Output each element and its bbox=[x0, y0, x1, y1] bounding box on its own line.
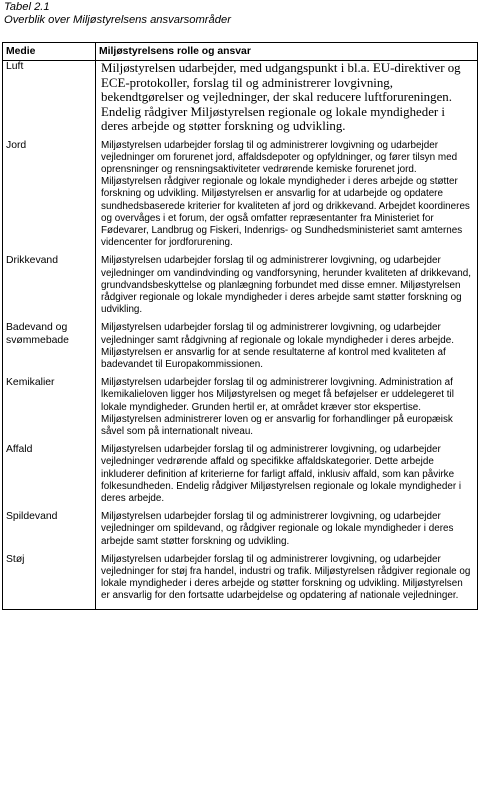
row-description: Miljøstyrelsen udarbejder forslag til og administrerer lovgivning og udarbejder vejledninger om forurenet jord, affaldsdepoter og opfyldninger, og fører tilsyn med oprensninger og rensningsaktiviteter vedrørende kemiske forurenet jord. Miljøstyrelsen rådgiver regionale og lokale myndigheder i deres arbejde og støtter forskning og udvikling. Miljøstyrelsen er ansvarlig for at udarbejde og opdatere sundhedsbaserede kriterier for kvaliteten af jord og drikkevand. Arbejdet koordineres og overvåges i et forum, der også omfatter repræsentanter fra Ministeriet for Fødevarer, Landbrug og Fiskeri, Indenrigs- og Sundhedsministeriet samt amternes videncenter for jordforurening. bbox=[101, 139, 470, 249]
table-row bbox=[3, 554, 478, 609]
row-medium: Kemikalier bbox=[3, 377, 96, 444]
table-row bbox=[3, 444, 478, 511]
row-medium: Jord bbox=[3, 140, 96, 256]
table-header-row bbox=[3, 43, 478, 61]
header-role: Miljøstyrelsens rolle og ansvar bbox=[96, 43, 478, 61]
row-medium: Spildevand bbox=[3, 511, 96, 554]
table-row bbox=[3, 255, 478, 322]
row-description: Miljøstyrelsen udarbejder forslag til og administrerer lovgivning, og udarbejder vejledninger om vandindvinding og vandforsyning, herunder kvaliteten af drikkevand, grundvandsbeskyttelse og planlægning forbundet med disse emner. Miljøstyrelsen rådgiver regionale og lokale myndigheder i deres arbejde samt støtter forskning og udvikling. bbox=[101, 255, 471, 316]
row-description: Miljøstyrelsen udarbejder forslag til og administrerer lovgivning, og udarbejder vejledninger for støj fra handel, industri og trafik. Miljøstyrelsen rådgiver regionale og lokale myndigheder i deres arbejde og støtter forskning og udvikling. Miljøstyrelsen er ansvarlig for den fortsatte udarbejdelse og opdatering af nationale vejledninger. bbox=[101, 553, 471, 602]
responsibility-table bbox=[2, 42, 478, 610]
table-title: Overblik over Miljøstyrelsens ansvarsområder bbox=[4, 14, 231, 26]
table-row bbox=[3, 511, 478, 554]
table-row bbox=[3, 140, 478, 256]
row-medium: Luft bbox=[3, 61, 96, 140]
table-row bbox=[3, 61, 478, 140]
row-description: Miljøstyrelsen udarbejder forslag til og administrerer lovgivning, og udarbejder vejledninger vedrørende affald og specifikke affaldskategorier. Dette arbejde inkluderer definition af kriterierne for farligt affald, inklusiv affald, som kan påvirke folkesundheden. Endelig rådgiver Miljøstyrelsen regionale og lokale myndigheder i deres arbejde. bbox=[101, 444, 462, 504]
row-description: Miljøstyrelsen udarbejder forslag til og administrerer lovgivning, og udarbejder vejledninger om spildevand, og rådgiver regionale og lokale myndigheder i deres arbejde samt støtter forskning og udvikling. bbox=[101, 511, 454, 547]
table-row bbox=[3, 377, 478, 444]
row-medium: Støj bbox=[3, 554, 96, 609]
header-medium: Medie bbox=[3, 43, 96, 61]
row-medium: Drikkevand bbox=[3, 255, 96, 322]
row-description: Miljøstyrelsen udarbejder forslag til og administrerer lovgivning, og udarbejder vejledninger samt rådgivning af regionale og lokale myndigheder i deres arbejde. Miljøstyrelsen er ansvarlig for at sende resultaterne af kontrol med kvaliteten af badevandet til Europakommissionen. bbox=[101, 322, 454, 370]
row-medium: Affald bbox=[3, 444, 96, 511]
row-medium: Badevand og svømmebade bbox=[3, 322, 96, 377]
table-caption bbox=[4, 1, 231, 27]
table-number: Tabel 2.1 bbox=[4, 1, 50, 13]
row-description: Miljøstyrelsen udarbejder, med udgangspunkt i bl.a. EU-direktiver og ECE-protokoller, forslag til og administrerer lovgivning, bekendtgørelser og vejledninger, der skal reducere luftforureningen. Endelig rådgiver Miljøstyrelsen regionale og lokale myndigheder i deres arbejde og støtter forskning og udvikling. bbox=[101, 61, 461, 133]
row-description: Miljøstyrelsen udarbejder forslag til og administrerer lovgivning. Administration af lkemikalieloven ligger hos Miljøstyrelsen og meget få beføjelser er uddelegeret til lokale myndigheder. Grunden hertil er, at området kræver stor ekspertise. Miljøstyrelsen administrerer loven og er ansvarlig for forhandlinger på europæisk såvel som på internationalt niveau. bbox=[101, 377, 454, 437]
table-row bbox=[3, 322, 478, 377]
